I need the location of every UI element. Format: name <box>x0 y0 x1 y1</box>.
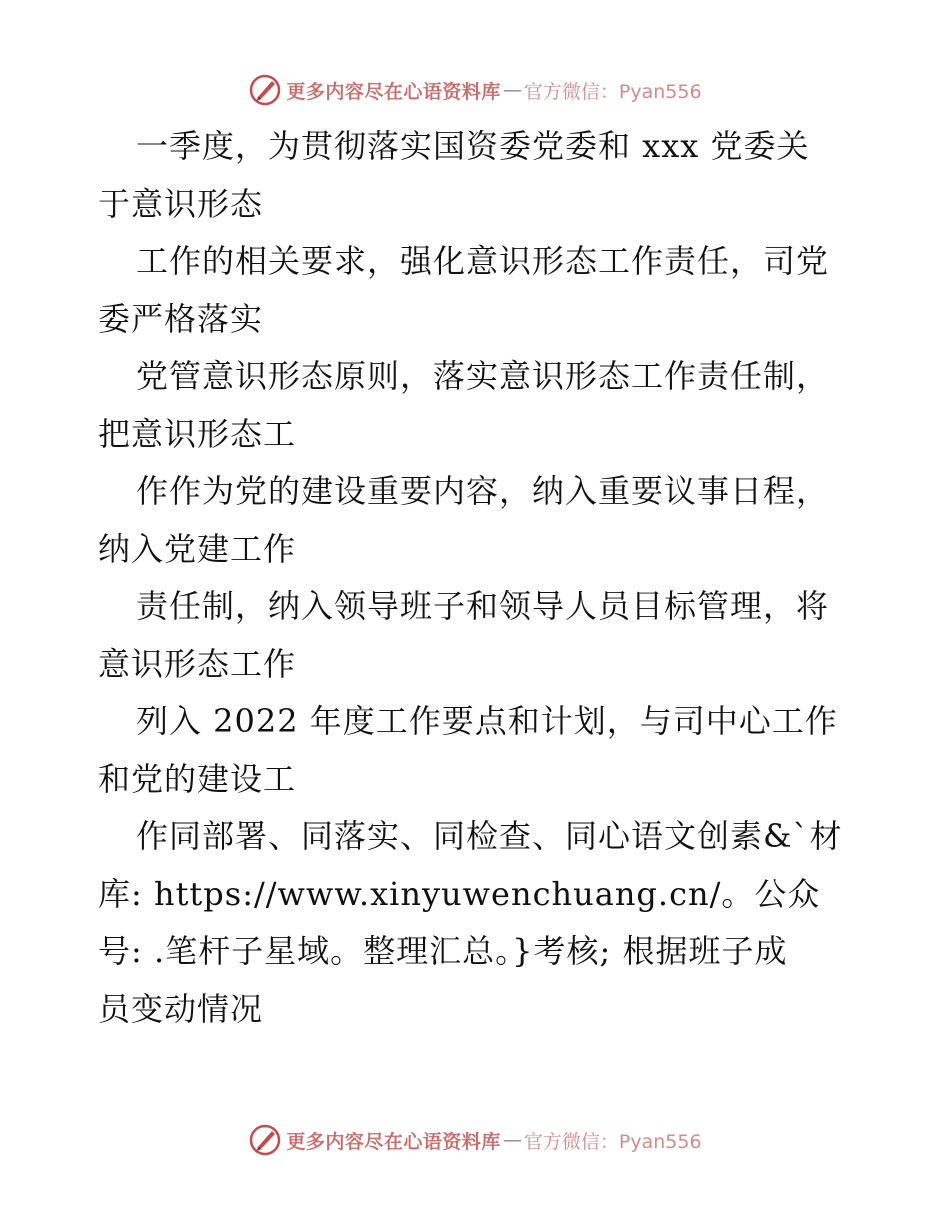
document-body <box>98 118 858 1038</box>
watermark-separator: — <box>502 1129 522 1151</box>
text-line: 列入 2022 年度工作要点和计划，与司中心工作 <box>136 702 838 740</box>
text-line: 员变动情况 <box>98 989 264 1028</box>
watermark-separator: — <box>502 79 522 101</box>
text-line: 号: .笔杆子星域。整理汇总。}考核; 根据班子成 <box>98 932 788 970</box>
text-line: 工作的相关要求，强化意识形态工作责任，司党 <box>136 242 830 280</box>
text-line: 一季度，为贯彻落实国资委党委和 xxx 党委关 <box>136 127 810 165</box>
watermark-contact: 官方微信：Pyan556 <box>523 1130 702 1153</box>
text-line: 于意识形态 <box>98 184 264 223</box>
text-line: 把意识形态工 <box>98 414 297 453</box>
text-line: 党管意识形态原则，落实意识形态工作责任制， <box>136 357 830 395</box>
text-line: 委严格落实 <box>98 299 264 338</box>
text-line: 作同部署、同落实、同检查、同心语文创素&`材 <box>136 817 843 855</box>
quill-pen-logo-icon <box>248 1123 282 1157</box>
text-line: 责任制，纳入领导班子和领导人员目标管理，将 <box>136 587 830 625</box>
text-line: 作作为党的建设重要内容，纳入重要议事日程， <box>136 472 830 510</box>
text-line: 和党的建设工 <box>98 759 297 798</box>
footer-watermark <box>0 1120 950 1160</box>
text-line: 库: https://www.xinyuwenchuang.cn/。公众 <box>98 874 821 913</box>
quill-pen-logo-icon <box>248 73 282 107</box>
text-line: 纳入党建工作 <box>98 529 297 568</box>
watermark-brand: 更多内容尽在心语资料库 <box>286 1130 501 1153</box>
watermark-brand: 更多内容尽在心语资料库 <box>286 80 501 103</box>
text-line: 意识形态工作 <box>98 644 297 683</box>
watermark-contact: 官方微信：Pyan556 <box>523 80 702 103</box>
header-watermark <box>0 70 950 110</box>
